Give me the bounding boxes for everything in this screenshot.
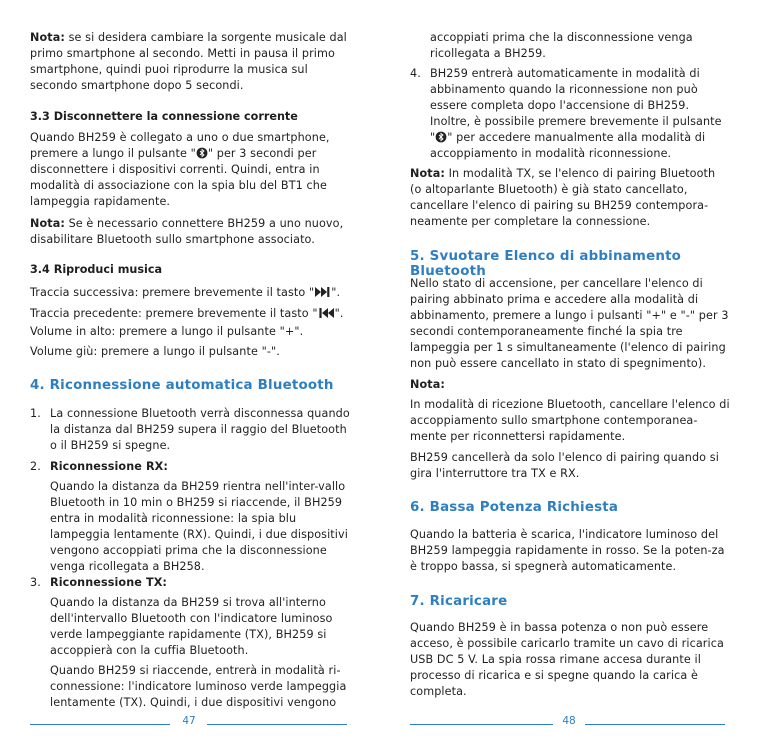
intro-note: Nota: se si desidera cambiare la sorgente musicale dal primo smartphone al secondo. Metti in pausa il primo smartphone, quindi puoi riprodurre la musica sul secondo smartphone dopo 5 secondi. xyxy=(30,31,347,92)
previous-track-icon xyxy=(318,307,335,319)
previous-track-line: Traccia precedente: premere brevemente il tasto " ". xyxy=(30,307,344,320)
list-item: 3. Riconnessione TX: Quando la distanza da BH259 si trova all'interno dell'intervallo Bluetooth con l'indicatore luminoso verde lampeggiante rapidamente (TX), BH259 si accoppierà con la cuffia Bluetooth. Quando BH259 si riaccende, entrerà in modalità ri-connessione: l'indicatore luminoso verde lampeggia lentamente (TX). Quindi, i due dispositivi vengono xyxy=(30,576,347,709)
section-7-heading: 7. Ricaricare xyxy=(410,594,508,609)
section-3-4-heading: 3.4 Riproduci musica xyxy=(30,263,163,276)
footer-rule xyxy=(207,724,347,725)
section-6-heading: 6. Bassa Potenza Richiesta xyxy=(410,500,619,515)
section-5-heading: 5. Svuotare Elenco di abbinamento Bluetooth xyxy=(410,249,682,279)
next-track-icon xyxy=(314,286,331,298)
section-3-3-note: Nota: Se è necessario connettere BH259 a uno nuovo, disabilitare Bluetooth sullo smartphone associato. xyxy=(30,217,344,246)
left-page xyxy=(30,0,355,744)
volume-up-line: Volume in alto: premere a lungo il pulsante "+". xyxy=(30,325,304,338)
list-item: 4. BH259 entrerà automaticamente in modalità di abbinamento quando la riconnessione non può essere completa dopo l'accensione di BH259. Inoltre, è possibile premere brevemente il pulsante " " per accedere manualmente alla modalità di accoppiamento in modalità riconnessione. xyxy=(410,67,722,160)
footer-rule xyxy=(585,724,725,725)
volume-down-line: Volume giù: premere a lungo il pulsante "-". xyxy=(30,345,280,358)
next-track-line: Traccia successiva: premere brevemente il tasto " ". xyxy=(30,286,341,299)
bluetooth-button-icon xyxy=(435,131,447,143)
bluetooth-button-icon xyxy=(196,147,208,159)
section-6-paragraph: Quando la batteria è scarica, l'indicatore luminoso del BH259 lampeggia rapidamente in rosso. Se la poten-za è troppo bassa, si spegnerà automaticamente. xyxy=(410,528,725,573)
section-3-3-paragraph: Quando BH259 è collegato a uno o due smartphone, premere a lungo il pulsante " " per 3 secondi per disconnettere i dispositivi correnti. Quindi, entra in modalità di associazione con la spia blu del BT1 che lampeggia rapidamente. xyxy=(30,131,330,208)
section-5-paragraph: Nello stato di accensione, per cancellare l'elenco di pairing abbinato prima e accedere alla modalità di abbinamento, premere a lungo i pulsanti "+" e "-" per 3 secondi contemporaneamente finché la spia tre lampeggia per 1 s simultaneamente (l'elenco di pairing non può essere cancellato in stato di spegnimento). xyxy=(410,277,729,370)
section-5-note-paragraph: In modalità di ricezione Bluetooth, cancellare l'elenco di accoppiamento sullo smartphone contemporanea-mente per riconnettersi rapidamente. xyxy=(410,398,730,443)
page-number: 47 xyxy=(182,715,196,727)
page-number: 48 xyxy=(562,715,576,727)
section-5-note-label: Nota: xyxy=(410,378,445,391)
right-page xyxy=(410,0,730,744)
tx-note: Nota: In modalità TX, se l'elenco di pairing Bluetooth (o altoparlante Bluetooth) è già stato cancellato, cancellare l'elenco di pairing su BH259 contempora-neamente per completare la connessione. xyxy=(410,167,716,228)
list-item-continuation: accoppiati prima che la disconnessione venga ricollegata a BH259. xyxy=(430,31,693,60)
list-item: 1. La connessione Bluetooth verrà disconnessa quando la distanza dal BH259 supera il raggio del Bluetooth o il BH259 si spegne. xyxy=(30,407,350,452)
footer-rule xyxy=(30,724,170,725)
list-item: 2. Riconnessione RX: Quando la distanza da BH259 rientra nell'inter-vallo Bluetooth in 10 min o BH259 si riaccende, il BH259 entra in modalità riconnessione: la spia blu lampeggia lentamente (RX). Quindi, i due dispositivi vengono accoppiati prima che la disconnessione venga ricollegata a BH258. xyxy=(30,460,348,573)
section-3-3-heading: 3.3 Disconnettere la connessione corrente xyxy=(30,110,298,123)
section-5-note-paragraph: BH259 cancellerà da solo l'elenco di pairing quando si gira l'interruttore tra TX e RX. xyxy=(410,451,719,480)
section-7-paragraph: Quando BH259 è in bassa potenza o non può essere acceso, è possibile caricarlo tramite un cavo di ricarica USB DC 5 V. La spia rossa rimane accesa durante il processo di ricarica e si spegne quando la carica è completa. xyxy=(410,621,724,698)
footer-rule xyxy=(410,724,553,725)
section-4-heading: 4. Riconnessione automatica Bluetooth xyxy=(30,378,334,393)
